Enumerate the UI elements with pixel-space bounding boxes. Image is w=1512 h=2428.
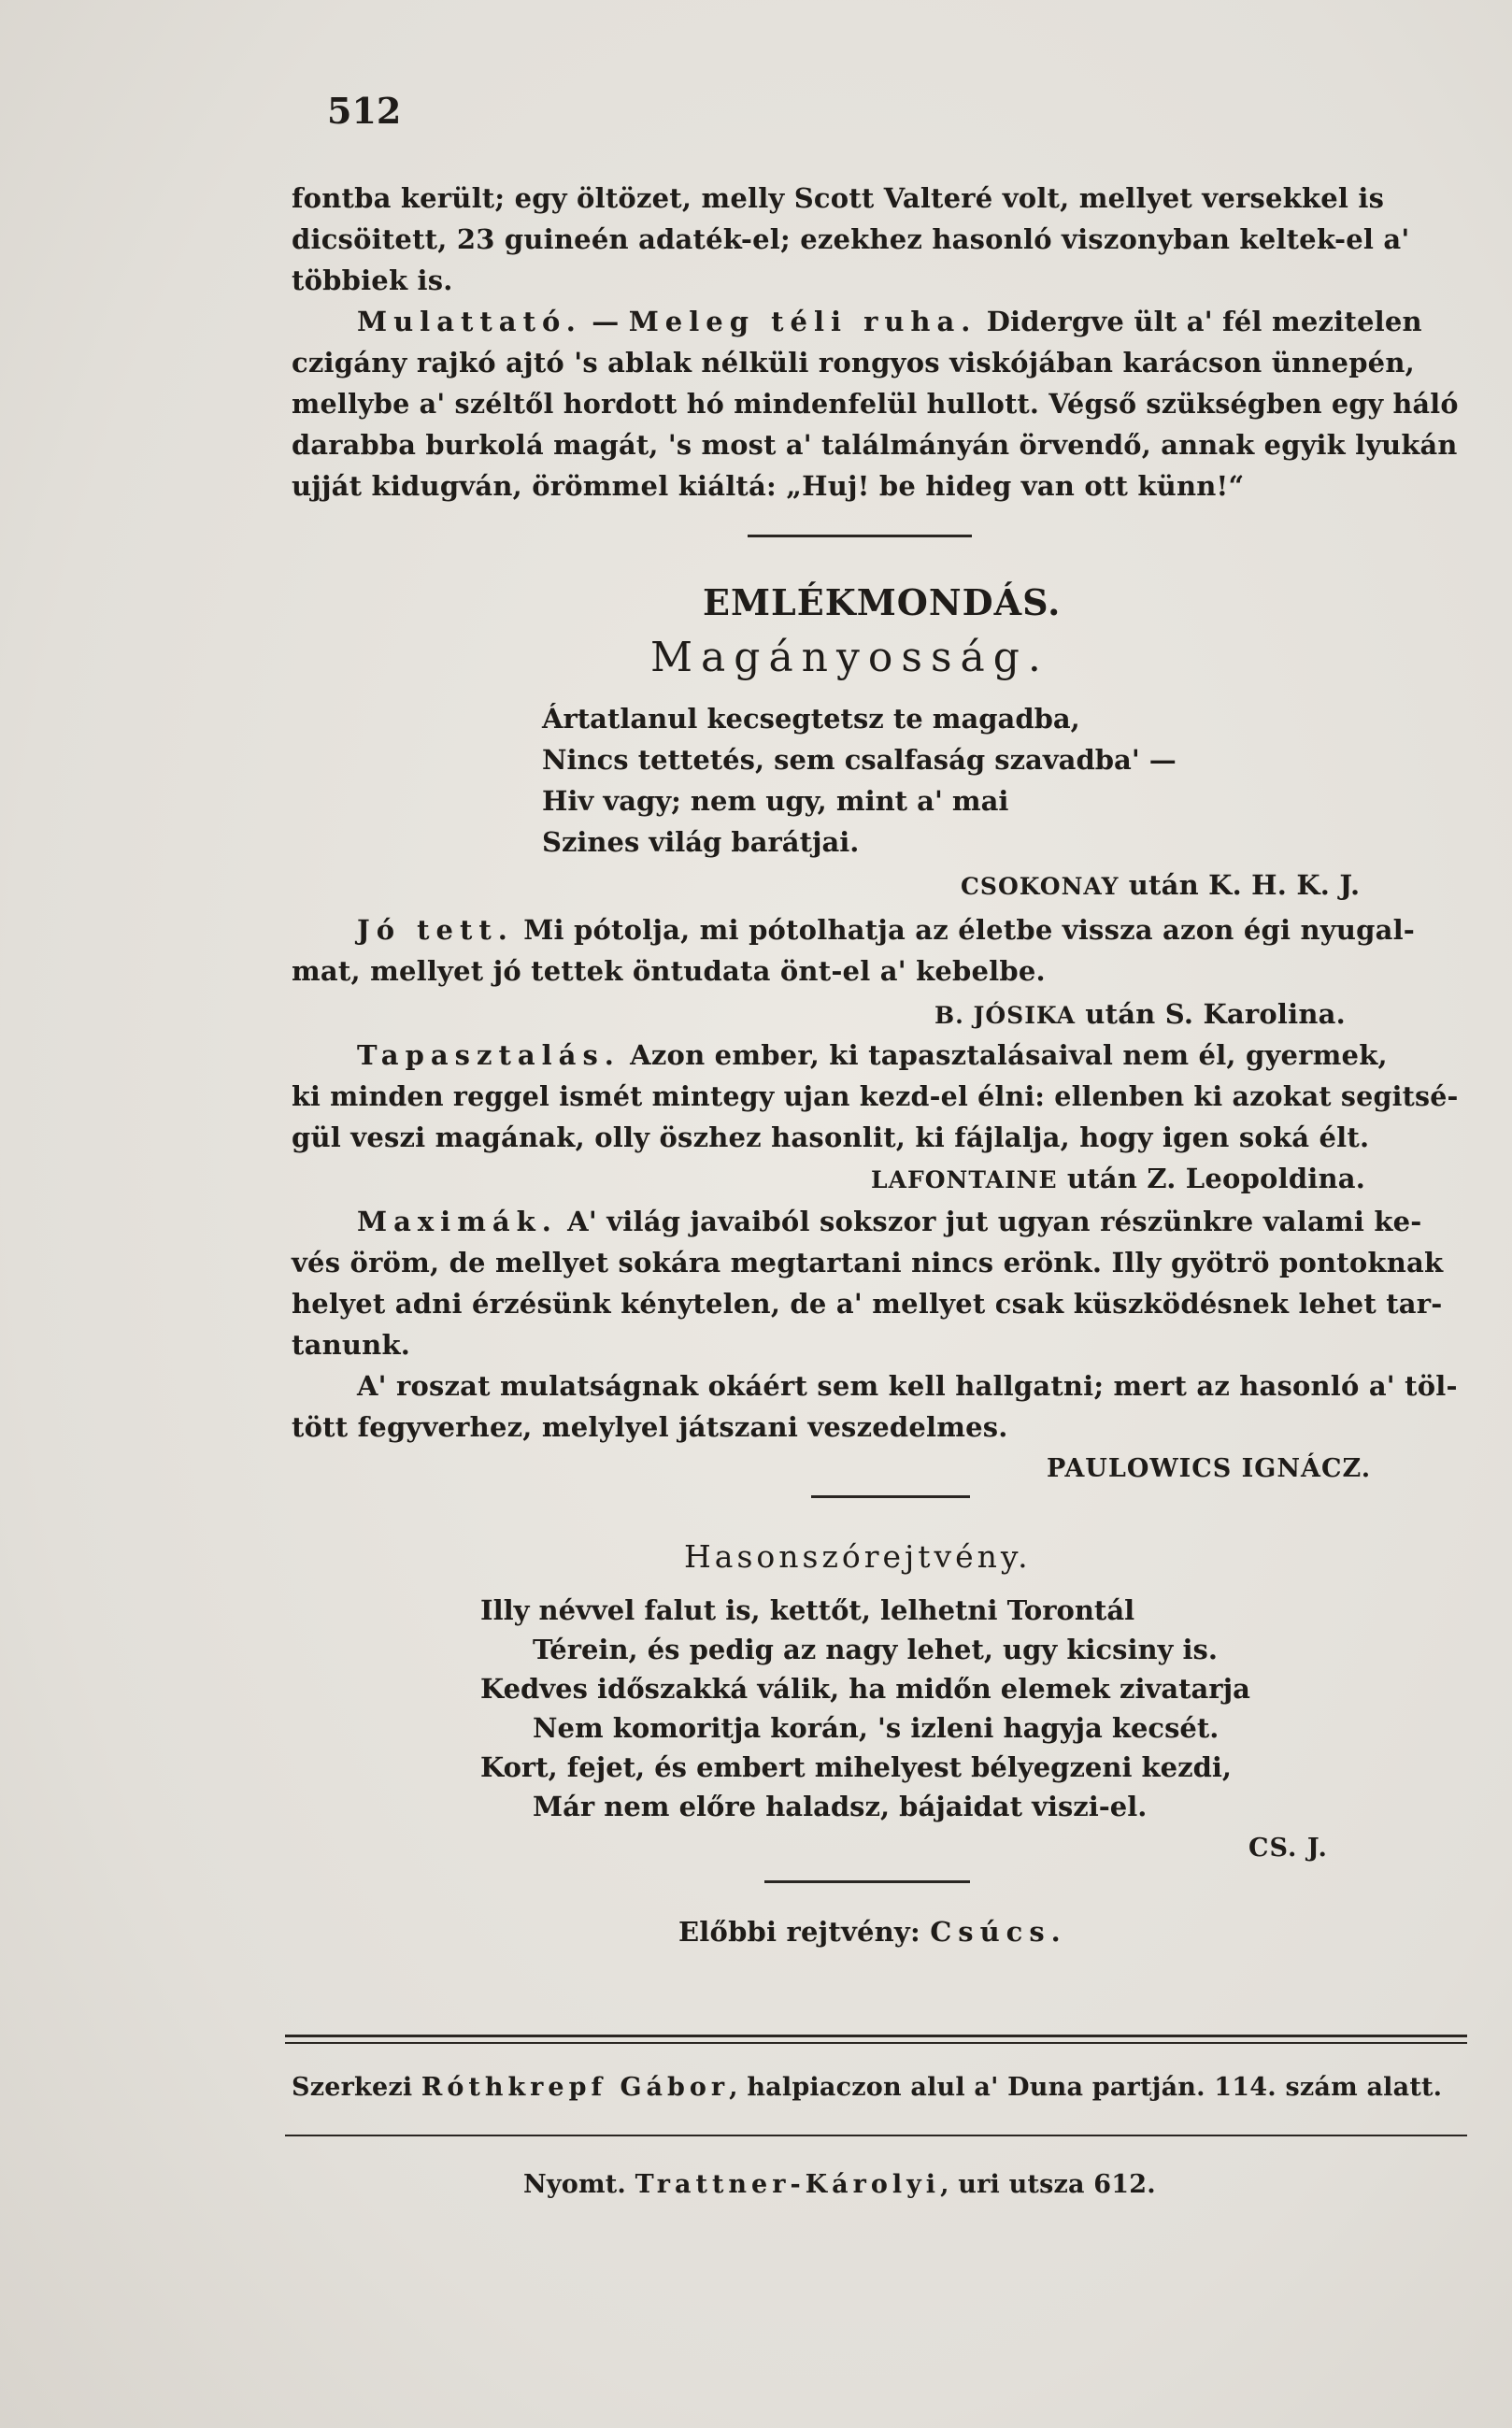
emlekmondas-attribution <box>961 869 1360 901</box>
jo-tett-line-1 <box>357 914 1415 946</box>
maximak-para2-line-1: A' roszat mulatságnak okáért sem kell hallgatni; mert az hasonló a' töl- <box>357 1370 1458 1402</box>
hasonszo-signature: CS. J. <box>1248 1834 1328 1863</box>
mulattato-line-3: mellybe a' széltől hordott hó mindenfelül hullott. Végső szükségben egy háló <box>292 388 1459 420</box>
intro-line-2: dicsöitett, 23 guineén adaték-el; ezekhez hasonló viszonyban keltek-el a' <box>292 223 1410 255</box>
hasonszo-poem-line-4: Nem komoritja korán, 's izleni hagyja kecsét. <box>533 1712 1220 1744</box>
maximak-para2-line-2: tött fegyverhez, melylyel játszani veszedelmes. <box>292 1411 1008 1443</box>
editor-prefix: Szerkezi <box>292 2073 421 2102</box>
maximak-text-1: A' világ javaiból sokszor jut ugyan részünkre valami ke- <box>557 1206 1422 1237</box>
footer-rule-top-thin <box>285 2042 1467 2044</box>
mulattato-dash: — <box>581 306 629 337</box>
mulattato-line-5: ujját kidugván, örömmel kiáltá: „Huj! be hideg van ott künn!“ <box>292 470 1245 502</box>
attribution-rest: után Z. Leopoldina. <box>1057 1163 1366 1194</box>
maximak-signature: PAULOWICS IGNÁCZ. <box>1047 1454 1372 1483</box>
footer-rule-top <box>285 2035 1467 2037</box>
page-number: 512 <box>327 90 402 132</box>
printer-name: Trattner-Károlyi <box>635 2170 941 2199</box>
tapasztalas-line-2: ki minden reggel ismét mintegy ujan kezd-el élni: ellenben ki azokat segitsé- <box>292 1080 1459 1112</box>
footer-editor <box>292 2073 1442 2102</box>
attribution-author: CSOKONAY <box>961 873 1120 900</box>
emlekmondas-poem-line-3: Hiv vagy; nem ugy, mint a' mai <box>542 785 1009 817</box>
emlekmondas-poem-line-4: Szines világ barátjai. <box>542 826 860 858</box>
hasonszo-heading: Hasonszórejtvény. <box>684 1538 1032 1575</box>
emlekmondas-subheading: Magányosság. <box>650 634 1049 681</box>
mulattato-label: Mulattató. <box>357 306 582 337</box>
jo-tett-attribution <box>934 998 1346 1030</box>
editor-address: , halpiaczon alul a' Duna partján. 114. szám alatt. <box>729 2073 1443 2102</box>
jo-tett-line-2: mat, mellyet jó tettek öntudata önt-el a' kebelbe. <box>292 955 1046 987</box>
hasonszo-poem-line-5: Kort, fejet, és embert mihelyest bélyegzeni kezdi, <box>480 1751 1232 1783</box>
tapasztalas-label: Tapasztalás. <box>357 1039 620 1071</box>
previous-riddle <box>678 1916 1067 1948</box>
tapasztalas-text-1: Azon ember, ki tapasztalásaival nem él, gyermek, <box>620 1039 1388 1071</box>
tapasztalas-line-1 <box>357 1039 1388 1071</box>
emlekmondas-poem-line-2: Nincs tettetés, sem csalfaság szavadba' — <box>542 744 1177 776</box>
mulattato-title: Meleg téli ruha. <box>628 306 977 337</box>
attribution-rest: után K. H. K. J. <box>1119 869 1361 901</box>
jo-tett-label: Jó tett. <box>357 914 514 946</box>
printer-prefix: Nyomt. <box>523 2170 635 2199</box>
emlekmondas-poem-line-1: Ártatlanul kecsegtetsz te magadba, <box>542 703 1080 735</box>
intro-line-3: többiek is. <box>292 264 453 296</box>
emlekmondas-heading: EMLÉKMONDÁS. <box>703 581 1062 623</box>
section-divider <box>764 1880 970 1883</box>
mulattato-line-2: czigány rajkó ajtó 's ablak nélküli rongyos viskójában karácson ünnepén, <box>292 347 1415 378</box>
jo-tett-text-1: Mi pótolja, mi pótolhatja az életbe vissza azon égi nyugal- <box>513 914 1416 946</box>
maximak-label: Maximák. <box>357 1206 558 1237</box>
hasonszo-poem-line-3: Kedves időszakká válik, ha midőn elemek zivatarja <box>480 1673 1250 1705</box>
editor-name: Róthkrepf Gábor <box>421 2073 730 2102</box>
printer-address: , uri utsza 612. <box>940 2170 1156 2199</box>
maximak-line-2: vés öröm, de mellyet sokára megtartani nincs erönk. Illy gyötrö pontoknak <box>292 1247 1444 1278</box>
hasonszo-poem-line-2: Térein, és pedig az nagy lehet, ugy kicsiny is. <box>533 1634 1218 1665</box>
mulattato-text-1: Didergve ült a' fél mezitelen <box>977 306 1422 337</box>
attribution-author: B. JÓSIKA <box>934 1002 1077 1029</box>
footer-printer <box>523 2170 1156 2199</box>
attribution-author: LAFONTAINE <box>871 1166 1058 1193</box>
previous-riddle-answer: Csúcs. <box>930 1916 1067 1948</box>
maximak-line-3: helyet adni érzésünk kénytelen, de a' mellyet csak küszködésnek lehet tar- <box>292 1288 1443 1320</box>
section-divider <box>811 1495 970 1498</box>
tapasztalas-attribution <box>871 1163 1365 1194</box>
attribution-rest: után S. Karolina. <box>1076 998 1346 1030</box>
hasonszo-poem-line-1: Illy névvel falut is, kettőt, lelhetni Torontál <box>480 1594 1135 1626</box>
mulattato-line-4: darabba burkolá magát, 's most a' találmányán örvendő, annak egyik lyukán <box>292 429 1458 461</box>
mulattato-line-1 <box>357 306 1422 337</box>
footer-rule-bottom <box>285 2135 1467 2136</box>
section-divider <box>748 535 972 537</box>
maximak-line-1 <box>357 1206 1422 1237</box>
hasonszo-poem-line-6: Már nem előre haladsz, bájaidat viszi-el. <box>533 1791 1148 1822</box>
maximak-line-4: tanunk. <box>292 1329 411 1361</box>
previous-riddle-label: Előbbi rejtvény: <box>678 1916 931 1948</box>
tapasztalas-line-3: gül veszi magának, olly öszhez hasonlit, ki fájlalja, hogy igen soká élt. <box>292 1121 1370 1153</box>
intro-line-1: fontba került; egy öltözet, melly Scott Valteré volt, mellyet versekkel is <box>292 182 1385 214</box>
